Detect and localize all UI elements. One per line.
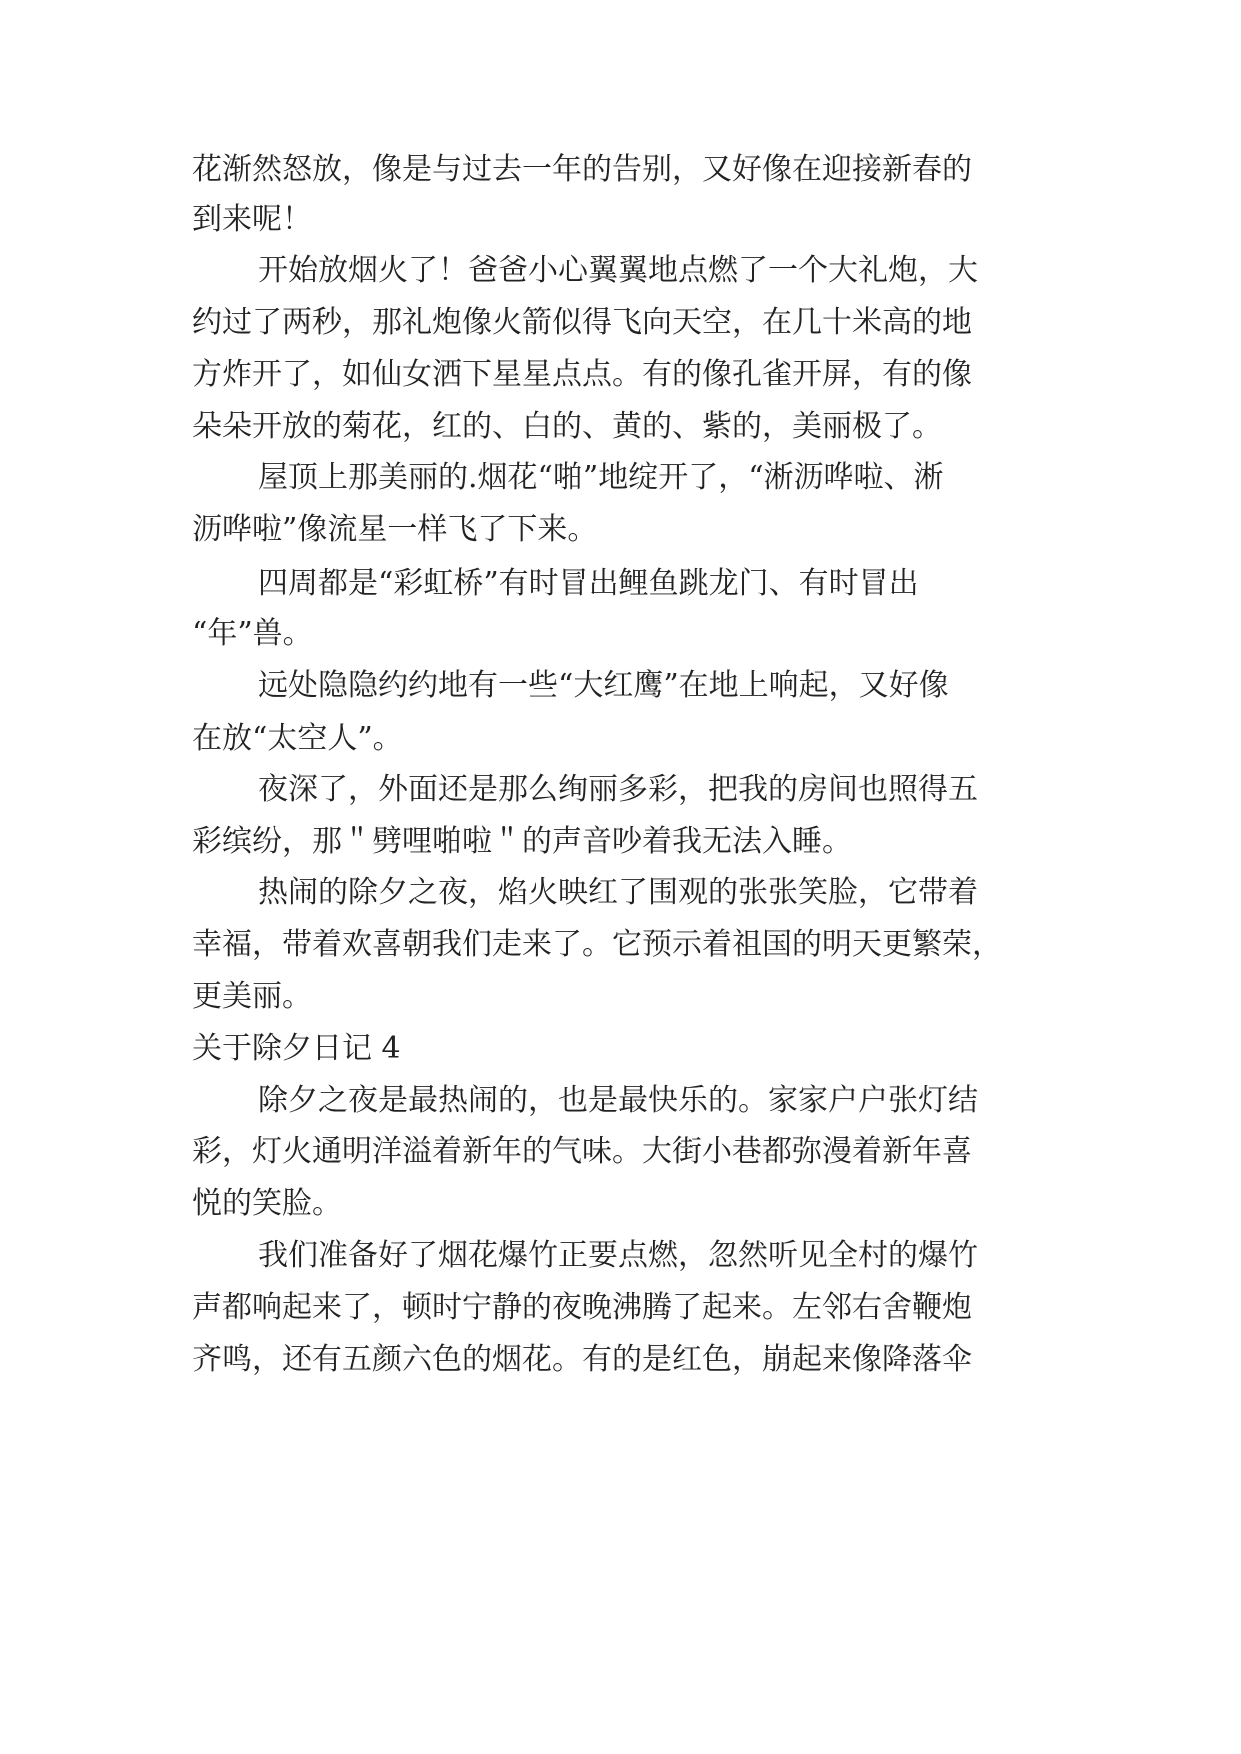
paragraph-line: 更美丽。 xyxy=(192,979,312,1014)
paragraph-line: 远处隐隐约约地有一些“大红鹰”在地上响起，又好像 xyxy=(258,668,949,703)
paragraph-line: 到来呢！ xyxy=(192,202,312,237)
paragraph-line: 屋顶上那美丽的.烟花“啪”地绽开了，“淅沥哗啦、淅 xyxy=(258,460,944,495)
paragraph-line: 我们准备好了烟花爆竹正要点燃，忽然听见全村的爆竹 xyxy=(258,1238,978,1273)
paragraph-line: 朵朵开放的菊花，红的、白的、黄的、紫的，美丽极了。 xyxy=(192,409,942,444)
paragraph-line: 四周都是“彩虹桥”有时冒出鲤鱼跳龙门、有时冒出 xyxy=(258,566,919,601)
paragraph-line: 热闹的除夕之夜，焰火映红了围观的张张笑脸，它带着 xyxy=(258,875,978,910)
paragraph-line: 花渐然怒放，像是与过去一年的告别，又好像在迎接新春的 xyxy=(192,152,972,187)
paragraph-line: 开始放烟火了！爸爸小心翼翼地点燃了一个大礼炮，大 xyxy=(258,253,978,288)
paragraph-line: 幸福，带着欢喜朝我们走来了。它预示着祖国的明天更繁荣， xyxy=(192,927,1002,962)
paragraph-line: 声都响起来了，顿时宁静的夜晚沸腾了起来。左邻右舍鞭炮 xyxy=(192,1290,972,1325)
paragraph-line: 彩，灯火通明洋溢着新年的气味。大街小巷都弥漫着新年喜 xyxy=(192,1134,972,1169)
paragraph-line: 在放“太空人”。 xyxy=(192,721,403,756)
paragraph-line: 彩缤纷，那＂劈哩啪啦＂的声音吵着我无法入睡。 xyxy=(192,824,852,859)
paragraph-line: 沥哗啦”像流星一样飞了下来。 xyxy=(192,512,598,547)
section-heading: 关于除夕日记 4 xyxy=(192,1031,401,1066)
paragraph-line: 夜深了，外面还是那么绚丽多彩，把我的房间也照得五 xyxy=(258,772,978,807)
paragraph-line: 除夕之夜是最热闹的，也是最快乐的。家家户户张灯结 xyxy=(258,1083,978,1118)
paragraph-line: 方炸开了，如仙女洒下星星点点。有的像孔雀开屏，有的像 xyxy=(192,357,972,392)
paragraph-line: “年”兽。 xyxy=(192,616,313,651)
paragraph-line: 约过了两秒，那礼炮像火箭似得飞向天空，在几十米高的地 xyxy=(192,305,972,340)
paragraph-line: 齐鸣，还有五颜六色的烟花。有的是红色，崩起来像降落伞 xyxy=(192,1342,972,1377)
paragraph-line: 悦的笑脸。 xyxy=(192,1186,342,1221)
